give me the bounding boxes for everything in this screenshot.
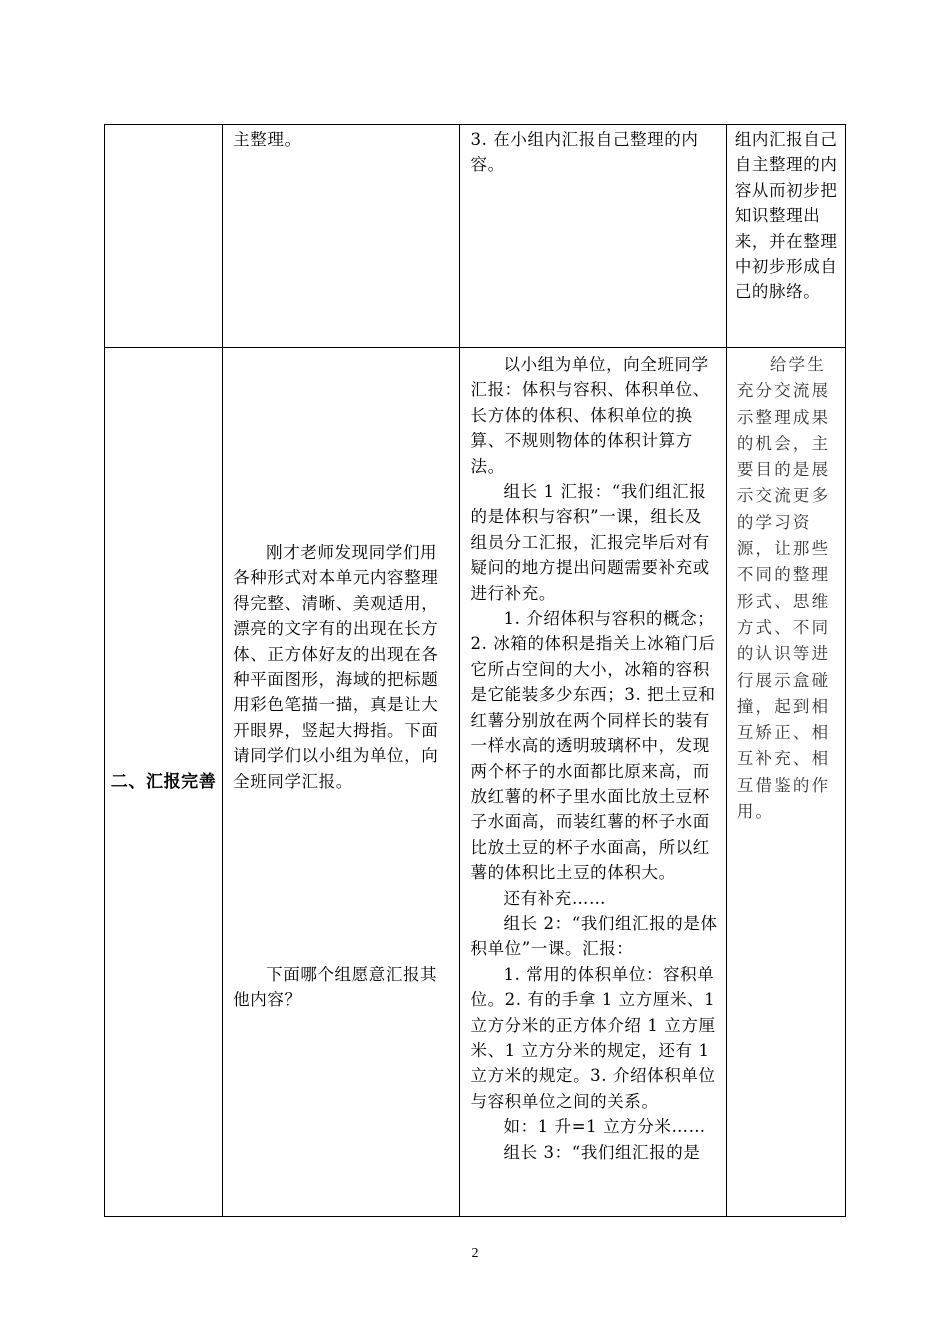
stage-title: 二、汇报完善 bbox=[110, 772, 217, 792]
student-text: 组长 2：“我们组汇报的是体积单位”一课。汇报： bbox=[470, 913, 718, 959]
stage-cell bbox=[105, 348, 223, 1217]
teacher-text: 刚才老师发现同学们用各种形式对本单元内容整理得完整、清晰、美观适用，漂亮的文字有的出现在长方体、正方体好友的出现在各种平面图形，海域的把标题用彩色笔描一描，真是让大开眼界，竖起大拇指。下面请同学们以小组为单位，向全班同学汇报。 bbox=[233, 543, 439, 791]
design-intent-text: 给学生充分交流展示整理成果的机会，主要目的是展示交流更多的学习资源，让那些不同的整理形式、思维方式、不同的认识等进行展示盒碰撞，起到相互矫正、相互补充、相互借鉴的作用。 bbox=[736, 355, 831, 822]
student-text: 如：1 升=1 立方分米…… bbox=[503, 1117, 706, 1137]
lesson-plan-table bbox=[104, 124, 846, 1217]
student-text: 组长 1 汇报：“我们组汇报的是体积与容积”一课，组长及组员分工汇报，汇报完毕后对有疑问的地方提出问题需要补充或进行补充。 bbox=[470, 482, 710, 603]
student-text: 还有补充…… bbox=[503, 888, 607, 908]
teacher-activity-cell bbox=[223, 348, 460, 1217]
stage-cell bbox=[105, 125, 223, 348]
student-text: 组长 3：“我们组汇报的是 bbox=[503, 1142, 701, 1162]
design-intent-cell bbox=[726, 125, 845, 348]
table-row bbox=[105, 125, 846, 348]
student-text: 3. 在小组内汇报自己整理的内容。 bbox=[470, 130, 699, 175]
student-text: 1. 常用的体积单位：容积单位。2. 有的手拿 1 立方厘米、1 立方分米的正方体介绍 1 立方厘米、1 立方分米的规定，还有 1 立方米的规定。3. 介绍体积单位与容积单位之间的关系。 bbox=[470, 964, 716, 1111]
student-activity-cell bbox=[460, 125, 726, 348]
student-text: 以小组为单位，向全班同学汇报：体积与容积、体积单位、长方体的体积、体积单位的换算、不规则物体的体积计算方法。 bbox=[470, 355, 710, 476]
table-row bbox=[105, 348, 846, 1217]
teacher-activity-cell bbox=[223, 125, 460, 348]
student-activity-cell bbox=[460, 348, 726, 1217]
design-intent-text: 组内汇报自己自主整理的内容从而初步把知识整理出来，并在整理中初步形成自己的脉络。 bbox=[734, 130, 838, 302]
student-text: 1. 介绍体积与容积的概念；2. 冰箱的体积是指关上冰箱门后它所占空间的大小，冰箱的容积是它能装多少东西；3. 把土豆和红薯分别放在两个同样长的装有一样水高的透明玻璃杯中，发现两个杯子的水面都比原来高，而放红薯的杯子里水面比放土豆杯子水面高，而装红薯的杯子水面比放土豆的杯子水面高，所以红薯的体积比土豆的体积大。 bbox=[470, 609, 716, 883]
page-number: 2 bbox=[471, 1246, 479, 1261]
teacher-text: 下面哪个组愿意汇报其他内容？ bbox=[233, 965, 438, 1010]
design-intent-cell bbox=[726, 348, 845, 1217]
teacher-text: 主整理。 bbox=[233, 130, 302, 149]
